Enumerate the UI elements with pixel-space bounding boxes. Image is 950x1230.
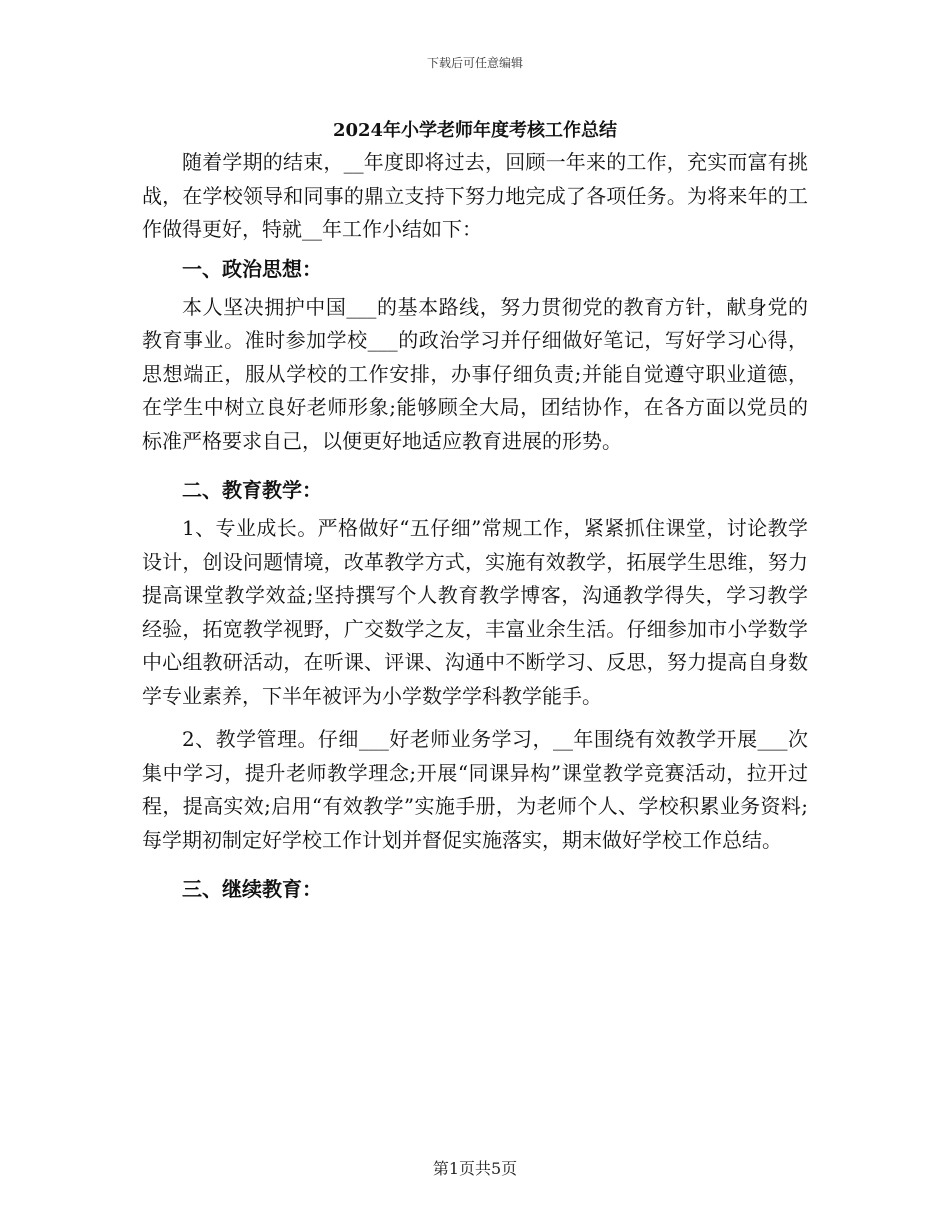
teaching-paragraph-management: 2、教学管理。仔细___好老师业务学习，__年围绕有效教学开展___次集中学习，提升老师教学理念;开展“同课异构”课堂教学竞赛活动，拉开过程，提高实效;启用“有效教学”实施手册，为老师个人、学校积累业务资料;每学期初制定好学校工作计划并督促实施落实，期末做好学校工作总结。 bbox=[142, 727, 808, 852]
teaching-paragraph-professional-growth: 1、专业成长。严格做好“五仔细”常规工作，紧紧抓住课堂，讨论教学设计，创设问题情境，改革教学方式，实施有效教学，拓展学生思维，努力提高课堂教学效益;坚持撰写个人教育教学博客，沟通教学得失，学习教学经验，拓宽教学视野，广交数学之友，丰富业余生活。仔细参加市小学数学中心组教研活动，在听课、评课、沟通中不断学习、反思，努力提高自身数学专业素养，下半年被评为小学数学学科教学能手。 bbox=[142, 516, 808, 708]
section-heading-continuing-education: 三、继续教育： bbox=[182, 877, 322, 901]
document-title: 2024年小学老师年度考核工作总结 bbox=[332, 120, 618, 141]
section-heading-teaching: 二、教育教学： bbox=[182, 478, 322, 502]
intro-paragraph: 随着学期的结束，__年度即将过去，回顾一年来的工作，充实而富有挑战，在学校领导和同事的鼎立支持下努力地完成了各项任务。为将来年的工作做得更好，特就__年工作小结如下： bbox=[142, 150, 808, 241]
page-number-footer: 第1页共5页 bbox=[432, 1159, 518, 1178]
section-heading-politics: 一、政治思想： bbox=[182, 256, 322, 281]
politics-paragraph: 本人坚决拥护中国___的基本路线，努力贯彻党的教育方针，献身党的教育事业。准时参加学校___的政治学习并仔细做好笔记，写好学习心得，思想端正，服从学校的工作安排，办事仔细负责;并能自觉遵守职业道德，在学生中树立良好老师形象;能够顾全大局，团结协作，在各方面以党员的标准严格要求自己，以便更好地适应教育进展的形势。 bbox=[142, 294, 808, 453]
header-note: 下载后可任意编辑 bbox=[426, 56, 523, 70]
document-body bbox=[142, 146, 808, 911]
